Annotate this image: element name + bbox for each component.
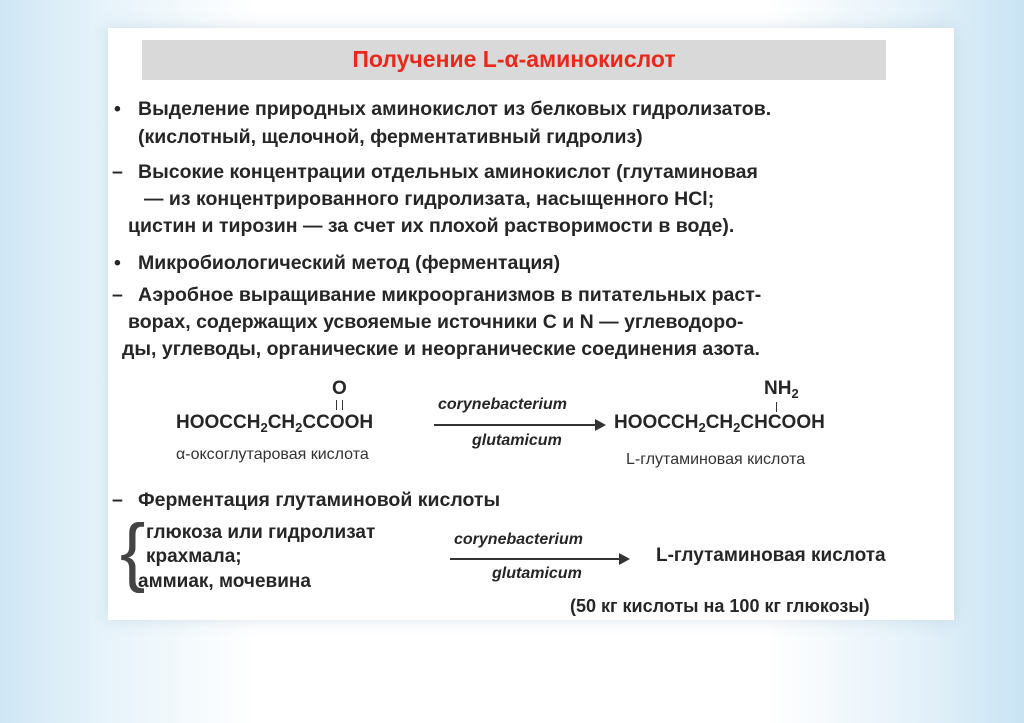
fermentation-arrow bbox=[450, 558, 628, 560]
bullet-marker: • bbox=[114, 252, 121, 274]
input-ammonia: аммиак, мочевина bbox=[138, 571, 311, 592]
slide-title: Получение L-α-аминокислот bbox=[352, 46, 676, 72]
dash-marker: – bbox=[112, 284, 123, 306]
fermentation-yield: (50 кг кислоты на 100 кг глюкозы) bbox=[570, 596, 870, 616]
dash-2-line-1: Аэробное выращивание микроорганизмов в питательных раст- bbox=[138, 284, 762, 306]
carbonyl-oxygen: O bbox=[332, 378, 347, 399]
reaction-1-catalyst-bottom: glutamicum bbox=[472, 432, 562, 449]
reaction-1-arrow bbox=[434, 424, 604, 426]
bullet-marker: • bbox=[114, 98, 121, 120]
glutamic-acid-formula: $HOOCCH_2CH_2CHCOOH$ bbox=[614, 412, 825, 435]
fermentation-product: L-глутаминовая кислота bbox=[656, 545, 886, 566]
alpha-ketoglutarate-name: α-оксоглутаровая кислота bbox=[176, 446, 369, 463]
amino-group: $NH_2$ bbox=[764, 378, 799, 401]
dash-2-line-2: ворах, содержащих усвояемые источники C и N — углеводоро- bbox=[128, 311, 744, 333]
bullet-2-line-1: Микробиологический метод (ферментация) bbox=[138, 252, 561, 274]
dash-1-line-3: цистин и тирозин — за счет их плохой растворимости в воде). bbox=[128, 215, 735, 237]
bullet-1-line-1: Выделение природных аминокислот из белковых гидролизатов. bbox=[138, 98, 772, 120]
title-bar bbox=[142, 40, 886, 80]
fermentation-heading: Ферментация глутаминовой кислоты bbox=[138, 489, 501, 511]
fermentation-catalyst-bottom: glutamicum bbox=[492, 565, 582, 582]
dash-marker: – bbox=[112, 161, 123, 183]
reaction-1-catalyst-top: corynebacterium bbox=[438, 396, 567, 413]
glutamic-acid-name: L-глутаминовая кислота bbox=[626, 451, 806, 468]
dash-1-line-2: — из концентрированного гидролизата, насыщенного HCl; bbox=[144, 188, 715, 210]
inputs-brace: { bbox=[120, 509, 146, 594]
double-bond bbox=[336, 400, 343, 410]
single-bond bbox=[776, 402, 777, 412]
dash-2-line-3: ды, углеводы, органические и неорганические соединения азота. bbox=[122, 338, 760, 360]
bullet-1-line-2: (кислотный, щелочной, ферментативный гидролиз) bbox=[138, 126, 643, 148]
input-glucose: глюкоза или гидролизат bbox=[146, 522, 376, 543]
dash-1-line-1: Высокие концентрации отдельных аминокислот (глутаминовая bbox=[138, 161, 758, 183]
dash-marker: – bbox=[112, 489, 123, 511]
alpha-ketoglutarate-formula: $HOOCCH_2CH_2CCOOH$ bbox=[176, 412, 374, 435]
slide bbox=[108, 28, 954, 620]
input-starch: крахмала; bbox=[146, 546, 242, 567]
fermentation-catalyst-top: corynebacterium bbox=[454, 531, 583, 548]
